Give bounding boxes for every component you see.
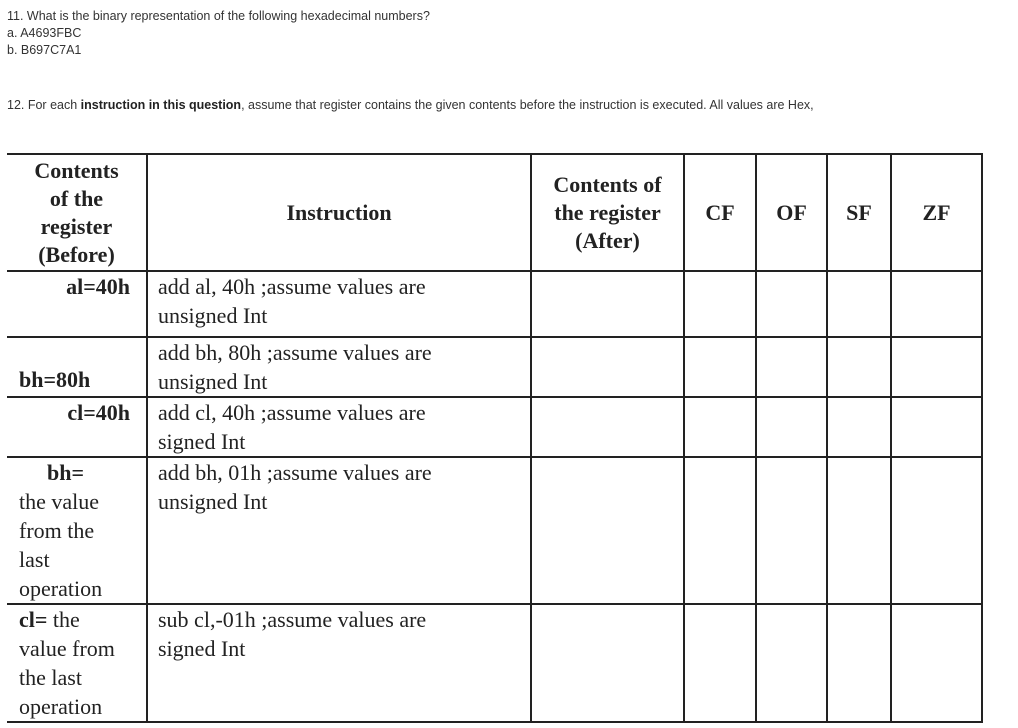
cell-after[interactable] [531,457,684,604]
cell-before-line: operation [19,576,103,601]
table-row [7,604,982,722]
header-after-line: (After) [575,227,640,253]
instruction-line: sub cl,-01h ;assume values are [158,607,427,632]
cell-cf[interactable] [684,397,756,457]
cell-before-line: last [19,547,50,572]
header-after-line: the register [554,199,661,225]
question-12 [7,97,814,114]
cell-before-line: the value [19,489,100,514]
header-before-line: Contents [34,157,119,183]
instruction-line: unsigned Int [158,489,268,514]
cell-before-line: value from [19,636,115,661]
instruction-line: unsigned Int [158,303,268,328]
cell-before-line: operation [19,694,103,719]
instruction-line: signed Int [158,636,246,661]
question-12-prefix: 12. For each [7,98,81,112]
cell-zf[interactable] [891,271,982,337]
instruction-line: signed Int [158,429,246,454]
cell-cf[interactable] [684,271,756,337]
cell-before [7,337,147,397]
cell-before-value: bh=80h [19,367,91,392]
cell-zf[interactable] [891,337,982,397]
question-11 [7,8,430,59]
cell-instruction [147,397,531,457]
cell-of[interactable] [756,337,827,397]
question-12-suffix: , assume that register contains the given contents before the instruction is executed. All values are Hex, [241,98,814,112]
header-before-line: (Before) [38,241,115,267]
cell-before: cl=40h [7,397,147,457]
cell-sf[interactable] [827,271,891,337]
table-row [7,457,982,604]
question-11-option-a: a. A4693FBC [7,26,82,40]
question-11-option-b: b. B697C7A1 [7,43,82,57]
cell-instruction [147,271,531,337]
instruction-line: add bh, 80h ;assume values are [158,340,432,365]
header-row [7,154,982,271]
cell-after[interactable] [531,397,684,457]
register-table [7,153,983,723]
cell-of[interactable] [756,397,827,457]
cell-zf[interactable] [891,397,982,457]
cell-before-line: from the [19,518,95,543]
cell-zf[interactable] [891,457,982,604]
instruction-line: add al, 40h ;assume values are [158,274,426,299]
cell-sf[interactable] [827,457,891,604]
cell-before-value: bh= [46,460,84,485]
cell-instruction [147,457,531,604]
table-row [7,397,982,457]
cell-instruction [147,604,531,722]
cell-after[interactable] [531,604,684,722]
cell-before [7,457,147,604]
header-of: OF [756,154,827,271]
cell-after[interactable] [531,271,684,337]
cell-of[interactable] [756,457,827,604]
cell-zf[interactable] [891,604,982,722]
instruction-line: add cl, 40h ;assume values are [158,400,426,425]
header-cf: CF [684,154,756,271]
table-row [7,337,982,397]
cell-instruction [147,337,531,397]
question-12-bold: instruction in this question [80,98,242,112]
cell-after[interactable] [531,337,684,397]
question-12-text [7,97,814,114]
table-row [7,271,982,337]
header-after [531,154,684,271]
cell-cf[interactable] [684,337,756,397]
question-11-text: 11. What is the binary representation of the following hexadecimal numbers? [7,9,430,23]
instruction-line: add bh, 01h ;assume values are [158,460,432,485]
cell-sf[interactable] [827,337,891,397]
header-after-line: Contents of [553,171,662,197]
header-before-line: of the [49,185,104,211]
cell-sf[interactable] [827,604,891,722]
cell-cf[interactable] [684,604,756,722]
header-before [7,154,147,271]
cell-of[interactable] [756,604,827,722]
header-zf: ZF [891,154,982,271]
cell-before: al=40h [7,271,147,337]
cell-before-value: cl= the [19,607,80,632]
cell-before-line: the last [19,665,82,690]
cell-before [7,604,147,722]
header-instruction: Instruction [147,154,531,271]
header-sf: SF [827,154,891,271]
cell-cf[interactable] [684,457,756,604]
cell-of[interactable] [756,271,827,337]
cell-sf[interactable] [827,397,891,457]
instruction-line: unsigned Int [158,369,268,394]
header-before-line: register [40,213,113,239]
